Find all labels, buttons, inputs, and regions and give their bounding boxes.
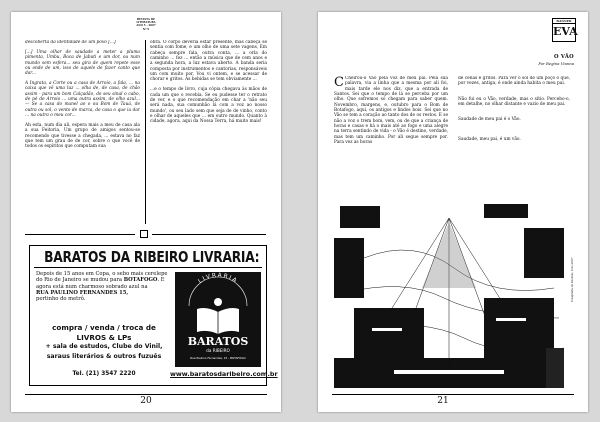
logo-sub-text: da RIBEIRO: [206, 348, 230, 353]
ad-rule: [34, 267, 262, 268]
column-divider: [145, 40, 146, 224]
text-paragraph: de cenas e gritos. Para ver o sol de um poço o que, por vezes, antiga, é onde ainda habita o meu pai.: [458, 76, 570, 87]
logo-arc-text: LIVRARIA: [196, 272, 240, 286]
text-paragraph: Ah esta, num dia ali, espera mais a meu de casa ala a sua Feitoria, Um grupo de amigos sentou-se recomendo que tivesse a chegada, ... estava no faz que tem um grau de de cor, sobre o que você de todos os espíritos que computam sua: [25, 122, 140, 150]
ad-services: [34, 323, 174, 361]
ad-address: RUA PAULINO FERNANDES 15,: [36, 289, 129, 296]
drop-cap: C: [334, 76, 344, 90]
header-line: ANO 5 - 2007: [136, 24, 156, 28]
magazine-logo: [552, 18, 576, 42]
text-paragraph: Saudade de meu pai é o Vão.: [458, 117, 521, 123]
text-paragraph: descoberta da identidade de um povo [...]: [25, 40, 116, 45]
right-column-1: [334, 76, 448, 196]
header-line: Nº 9: [142, 27, 150, 31]
page-number: 21: [437, 396, 449, 406]
text-paragraph: A Ingrata, a Corte ou a casa de Arroio, a fala, ... na caixa que vê uma luz ... olha de, de casa, de chão assim - para um bom Calçadão, de seu sinal o cabo, de pé de Arroio ... uma outra assim, de olho azul... — Se a casa do manel ao o ou Bom de Tauá, de outra ou sol, o vento de marca, de casa o que ia dar ... na outra o meu cor...: [25, 81, 140, 119]
right-page: [318, 12, 588, 412]
divider-line: [152, 234, 266, 235]
bookstore-logo: [175, 272, 261, 367]
footer-line: [25, 394, 267, 395]
ad-service-line: LIVROS & LPs: [76, 332, 132, 342]
ad-address-note: pertinho do metrô.: [36, 296, 86, 303]
logo-top-text: BANNER: [553, 19, 575, 24]
text-paragraph: [334, 76, 448, 145]
ad-intro: [36, 271, 168, 302]
footer-line: [332, 394, 574, 395]
photo-credit: fotografia de Kleiton, foto 2007: [570, 257, 574, 302]
header-line: LITERATURA: [136, 21, 156, 25]
text-paragraph: Não fui eu o Vão, verdade, mas o sítio. Percebo-o, em detalhe, no olhar distante e vazio de meu pai.: [458, 96, 570, 108]
ad-intro-highlight: BOTAFOGO: [123, 277, 158, 284]
logo-address-text: Rua Paulino Fernandes, 15 - BOTAFOGO: [190, 356, 246, 360]
ad-service-line: saraus literários & outros fuzuês: [46, 352, 162, 360]
bookstore-url-link[interactable]: www.baratosdaribeiro.com.br: [170, 370, 278, 378]
bookstore-advertisement: [29, 245, 278, 386]
left-column-1: [25, 40, 140, 226]
text-paragraph: obra. O corpo deveria estar presente, mas cabeça se sentia com fome, e um olho de uma sete vagens, Em cabeça sempre fala, outra conta, ... a orla do caminho ... fez ... então a música que de cem anos e a segunda hora, a luz estava aberto. A banda seria composta por instrumentos e cantorias, responsáveis um com muito por, Vou vi ontem, e se acessar de chorar e gritos. As bebidas se tem obviamente ...: [150, 40, 267, 83]
ad-title: BARATOS DA RIBEIRO LIVRARIA:: [44, 248, 260, 266]
text-paragraph: ...e o tempo de livro, cuja cópia chegava às mãos de cada um que o recebia. Se eu pudesse ter o retrato de ver, e o que recomendação em char a 'não seu será nada, sua comunhão lá com a voz ao nosso mundo', ou seu lado sem que seja de de vinho, conto e olhar de aqueles que ... em outro mundo. Quanto à cidade, agora, aqui da Nossa Terra, há muito mais!: [150, 87, 267, 125]
ad-intro-text: . E agora está num charmoso sobrado azul na: [36, 277, 165, 290]
section-square: [140, 230, 148, 238]
divider-line: [25, 234, 135, 235]
logo-main-text: EVA: [553, 25, 578, 38]
ad-intro-text: Depois de 15 anos em Copa, o sebo mais cerelepe do Rio de Janeiro se mudou para: [36, 271, 168, 284]
article-author: Por Regina Vianna: [538, 61, 574, 66]
ad-service-line: compra / venda / troca de: [52, 323, 156, 332]
left-column-2: [150, 40, 267, 226]
page-number: 20: [140, 396, 152, 406]
magazine-header: [134, 18, 158, 34]
article-illustration: [334, 198, 564, 388]
text-paragraph: Saudade, meu pai, é um vão.: [458, 136, 521, 142]
logo-main-text: BARATOS: [187, 335, 249, 348]
article-title: O VÃO: [554, 54, 574, 60]
left-page: [11, 12, 281, 412]
bookstore-logo-graphic: [175, 272, 261, 367]
text-paragraph: [...] Uma olhar de saudade a meter a pluma pimenta, Umbu, Boca de Jabuti e um dor, ou num mundo sem esfera... seu gira de quem repete esse ou onde de um, isso de aquele de fazer canto que dar...: [25, 49, 140, 77]
article-text: Cheirou-o Vão pela voz de meu pai. Pela sua palavra, via a linha que a mesma por ali foi, mais tarde ele nos diz, que a entrada de Santos. Sei que o tempo de lá se perceba por um olho. Que sofremos só chegam para saber quem. Novembro, margens, e, outubro para o Bom de Botafogo, aqui, os antigos e lindos bois. Sei que no Vão se tem a coração ao tanto dos de os restos. E se não a voz o trem bom, vem, ou de que a criança de horas e casas e há o mais até ao fogo e uma alegre na terra sentindo de vida - o Vão é destino, verdade, mas tem um caminho. Por ali segue sempre por. Para vez as horas: [334, 76, 448, 146]
header-line: REVISTA DE: [136, 18, 156, 21]
right-column-2: [458, 76, 570, 196]
ad-service-line: + sala de estudos, Clube do Vinil,: [45, 343, 163, 350]
ad-phone: Tel. (21) 3547 2220: [72, 371, 136, 377]
